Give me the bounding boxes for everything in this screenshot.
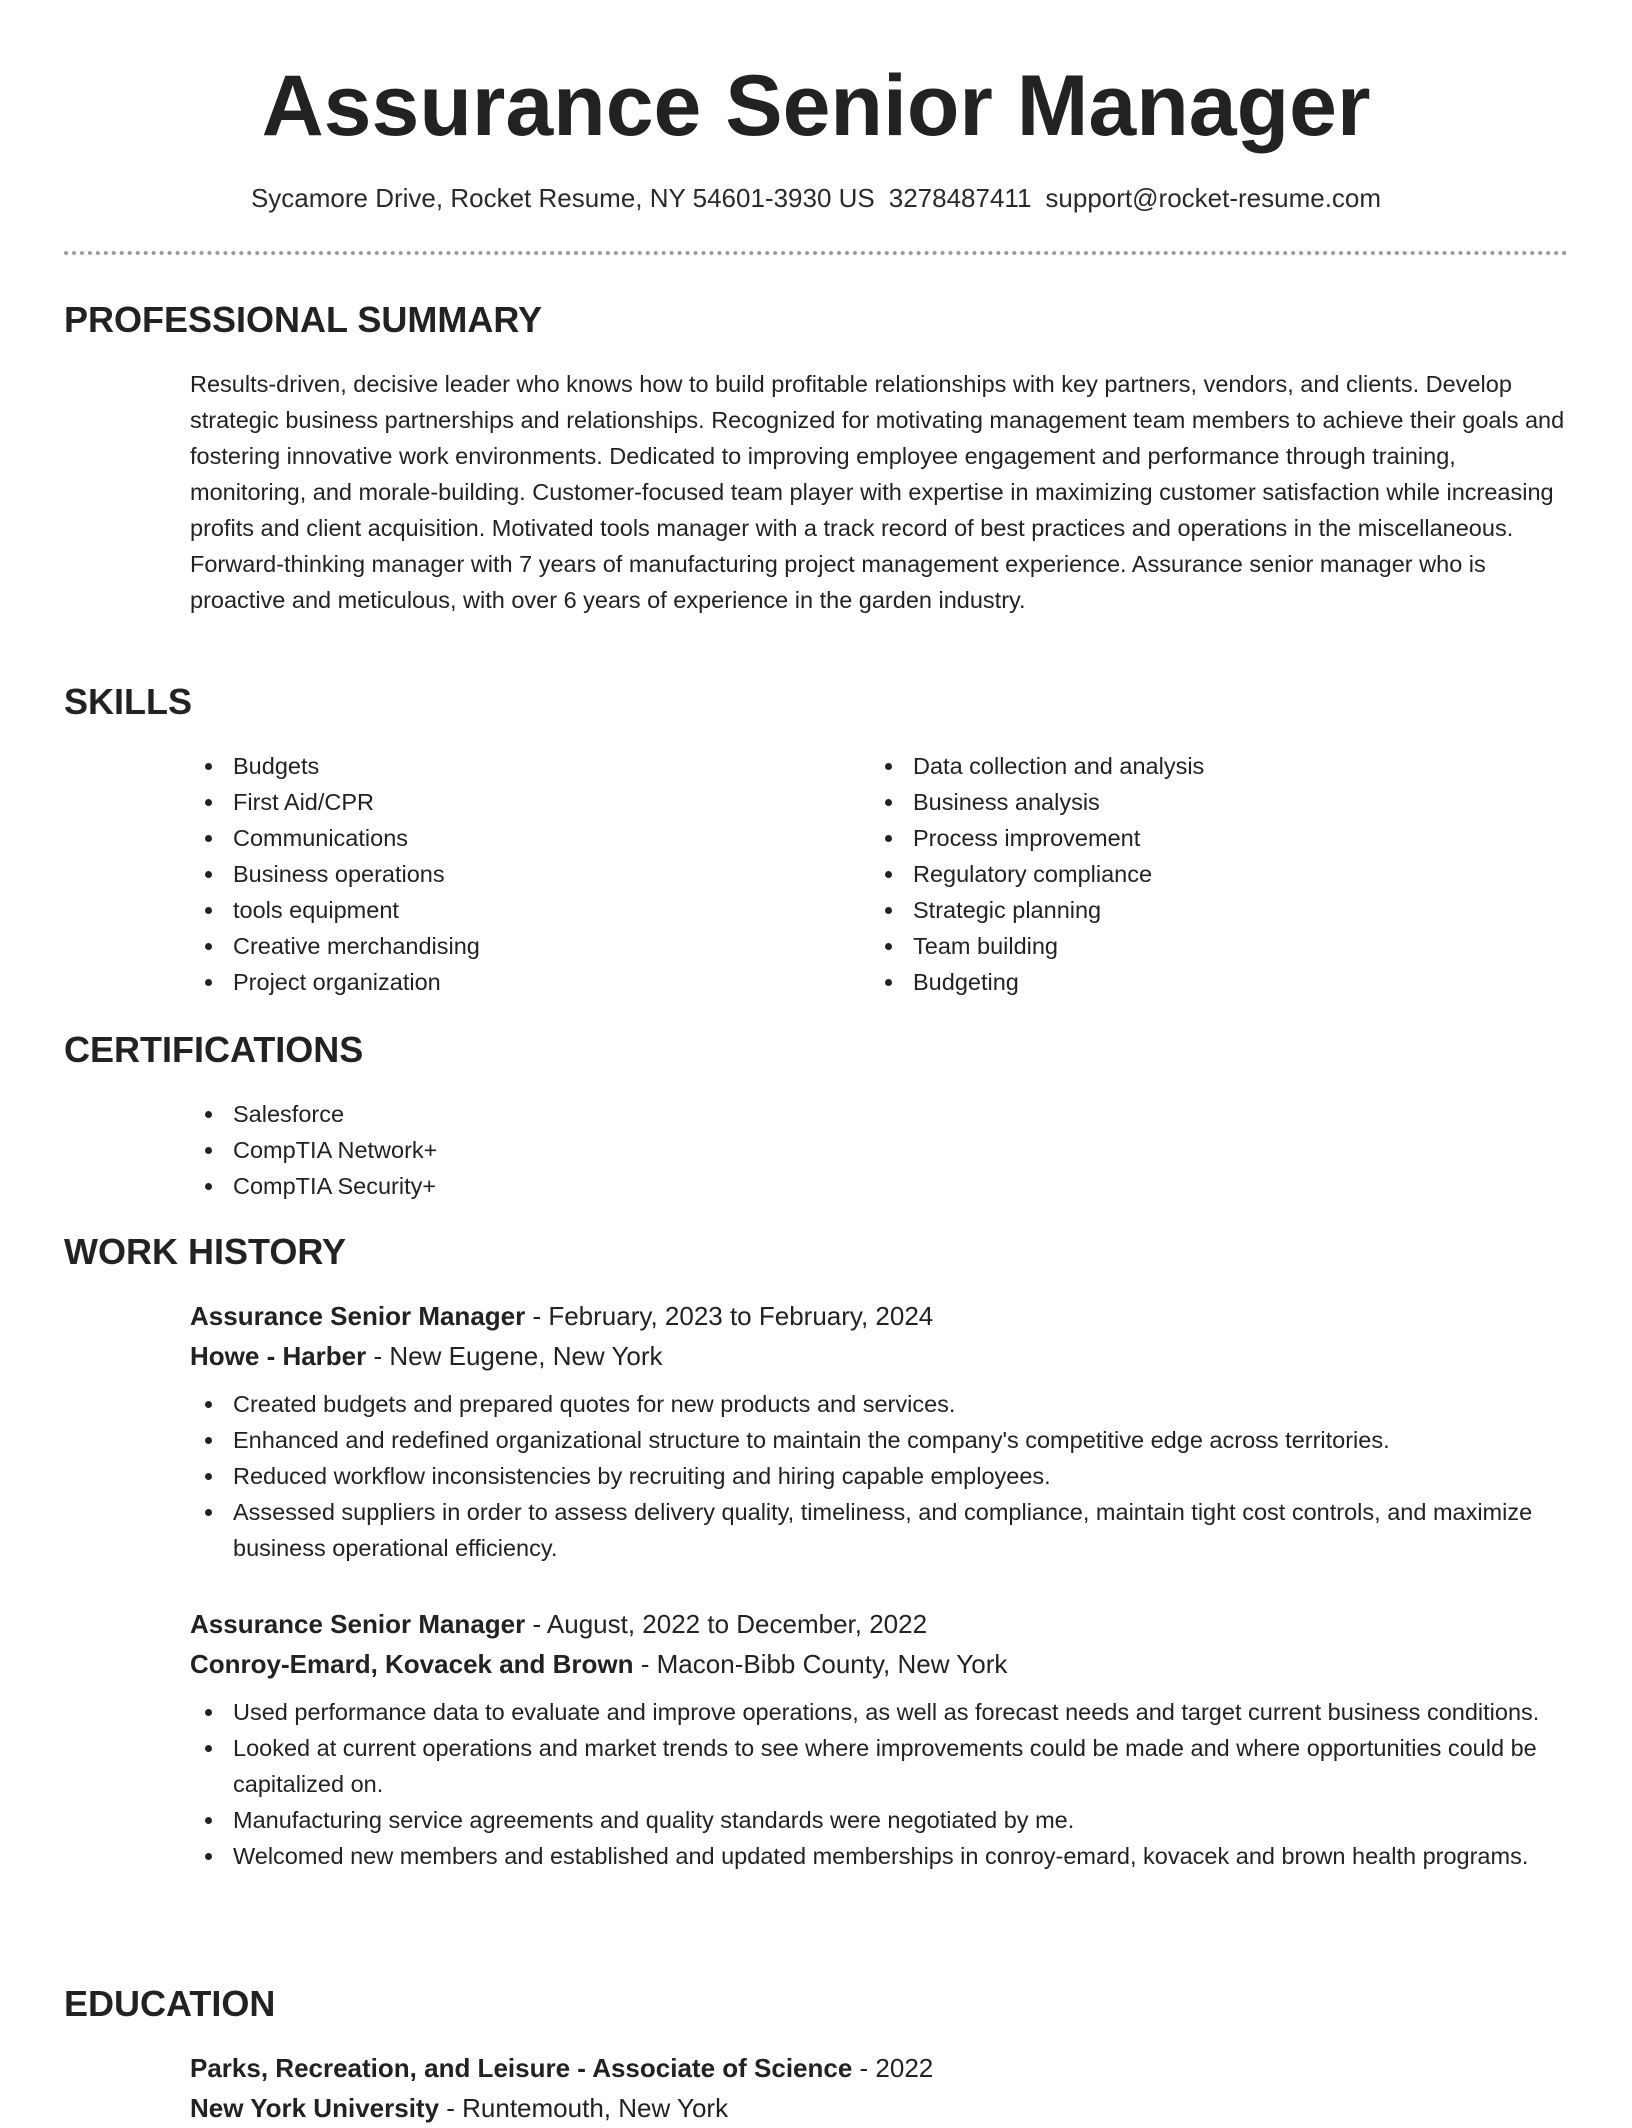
job-duty-item: Looked at current operations and market trends to see where improvements could be made and where opportunities could be capitalized on. bbox=[190, 1730, 1570, 1802]
job-location: - New Eugene, New York bbox=[366, 1341, 663, 1371]
education-year: - 2022 bbox=[852, 2053, 934, 2083]
education-location: - Runtemouth, New York bbox=[439, 2093, 729, 2123]
summary-heading: PROFESSIONAL SUMMARY bbox=[64, 299, 543, 340]
skill-item: Budgets bbox=[190, 748, 830, 784]
skill-item: Team building bbox=[870, 928, 1550, 964]
job-dates: - August, 2022 to December, 2022 bbox=[525, 1609, 928, 1639]
skill-item: Creative merchandising bbox=[190, 928, 830, 964]
job-duties-list bbox=[190, 1694, 1570, 1874]
education-degree-line bbox=[190, 2048, 1570, 2088]
job-duty-item: Manufacturing service agreements and quality standards were negotiated by me. bbox=[190, 1802, 1570, 1838]
summary-text: Results-driven, decisive leader who knows how to build profitable relationships with key partners, vendors, and clients. Develop strategic business partnerships and relationships. Recognized for motivating management team members to achieve their goals and fostering innovative work environments. Dedicated to improving employee engagement and performance through training, monitoring, and morale-building. Customer-focused team player with expertise in maximizing customer satisfaction while increasing profits and client acquisition. Motivated tools manager with a track record of best practices and operations in the miscellaneous. Forward-thinking manager with 7 years of manufacturing project management experience. Assurance senior manager who is proactive and meticulous, with over 6 years of experience in the garden industry. bbox=[190, 371, 1565, 613]
certification-item: CompTIA Security+ bbox=[190, 1168, 830, 1204]
job-duty-item: Created budgets and prepared quotes for new products and services. bbox=[190, 1386, 1570, 1422]
job-duties-list bbox=[190, 1386, 1570, 1566]
job-duty-item: Assessed suppliers in order to assess delivery quality, timeliness, and compliance, maintain tight cost controls, and maximize business operational efficiency. bbox=[190, 1494, 1570, 1566]
job-role: Assurance Senior Manager bbox=[190, 1301, 526, 1331]
job-duty-item: Welcomed new members and established and updated memberships in conroy-emard, kovacek and brown health programs. bbox=[190, 1838, 1570, 1874]
skill-item: Strategic planning bbox=[870, 892, 1550, 928]
job-company: Howe - Harber bbox=[190, 1341, 367, 1371]
job-company: Conroy-Emard, Kovacek and Brown bbox=[190, 1649, 634, 1679]
contact-address: Sycamore Drive, Rocket Resume, NY 54601-3930 US bbox=[250, 183, 875, 213]
skill-item: Communications bbox=[190, 820, 830, 856]
education-degree: Parks, Recreation, and Leisure - Associate of Science bbox=[190, 2053, 853, 2083]
job-company-line bbox=[190, 1644, 1570, 1684]
job-company-line bbox=[190, 1336, 1570, 1376]
job-duty-item: Reduced workflow inconsistencies by recruiting and hiring capable employees. bbox=[190, 1458, 1570, 1494]
contact-line bbox=[0, 180, 1632, 216]
skill-item: Business operations bbox=[190, 856, 830, 892]
skills-list-right bbox=[870, 748, 1550, 1000]
job-title-line bbox=[190, 1604, 1570, 1644]
skill-item: tools equipment bbox=[190, 892, 830, 928]
education-entry bbox=[190, 2048, 1570, 2128]
certification-item: Salesforce bbox=[190, 1096, 830, 1132]
job-role: Assurance Senior Manager bbox=[190, 1609, 526, 1639]
skill-item: Project organization bbox=[190, 964, 830, 1000]
education-school: New York University bbox=[190, 2093, 440, 2123]
skills-list-left bbox=[190, 748, 830, 1000]
skill-item: Business analysis bbox=[870, 784, 1550, 820]
certifications-list bbox=[190, 1096, 830, 1204]
contact-phone: 3278487411 bbox=[888, 183, 1032, 213]
education-heading: EDUCATION bbox=[64, 1983, 276, 2024]
education-school-line bbox=[190, 2088, 1570, 2128]
skill-item: First Aid/CPR bbox=[190, 784, 830, 820]
job-dates: - February, 2023 to February, 2024 bbox=[525, 1301, 934, 1331]
header-divider bbox=[64, 251, 1568, 255]
contact-email[interactable]: support@rocket-resume.com bbox=[1045, 183, 1382, 213]
job-location: - Macon-Bibb County, New York bbox=[633, 1649, 1008, 1679]
skill-item: Regulatory compliance bbox=[870, 856, 1550, 892]
job-duty-item: Enhanced and redefined organizational structure to maintain the company's competitive edge across territories. bbox=[190, 1422, 1570, 1458]
job-title-line bbox=[190, 1296, 1570, 1336]
candidate-name: Assurance Senior Manager bbox=[261, 58, 1371, 154]
work-history-heading: WORK HISTORY bbox=[64, 1231, 347, 1272]
job-entry bbox=[190, 1604, 1570, 1874]
job-entry bbox=[190, 1296, 1570, 1566]
skill-item: Data collection and analysis bbox=[870, 748, 1550, 784]
certifications-heading: CERTIFICATIONS bbox=[64, 1029, 364, 1070]
certification-item: CompTIA Network+ bbox=[190, 1132, 830, 1168]
job-duty-item: Used performance data to evaluate and improve operations, as well as forecast needs and target current business conditions. bbox=[190, 1694, 1570, 1730]
skill-item: Budgeting bbox=[870, 964, 1550, 1000]
skill-item: Process improvement bbox=[870, 820, 1550, 856]
skills-heading: SKILLS bbox=[64, 681, 193, 722]
